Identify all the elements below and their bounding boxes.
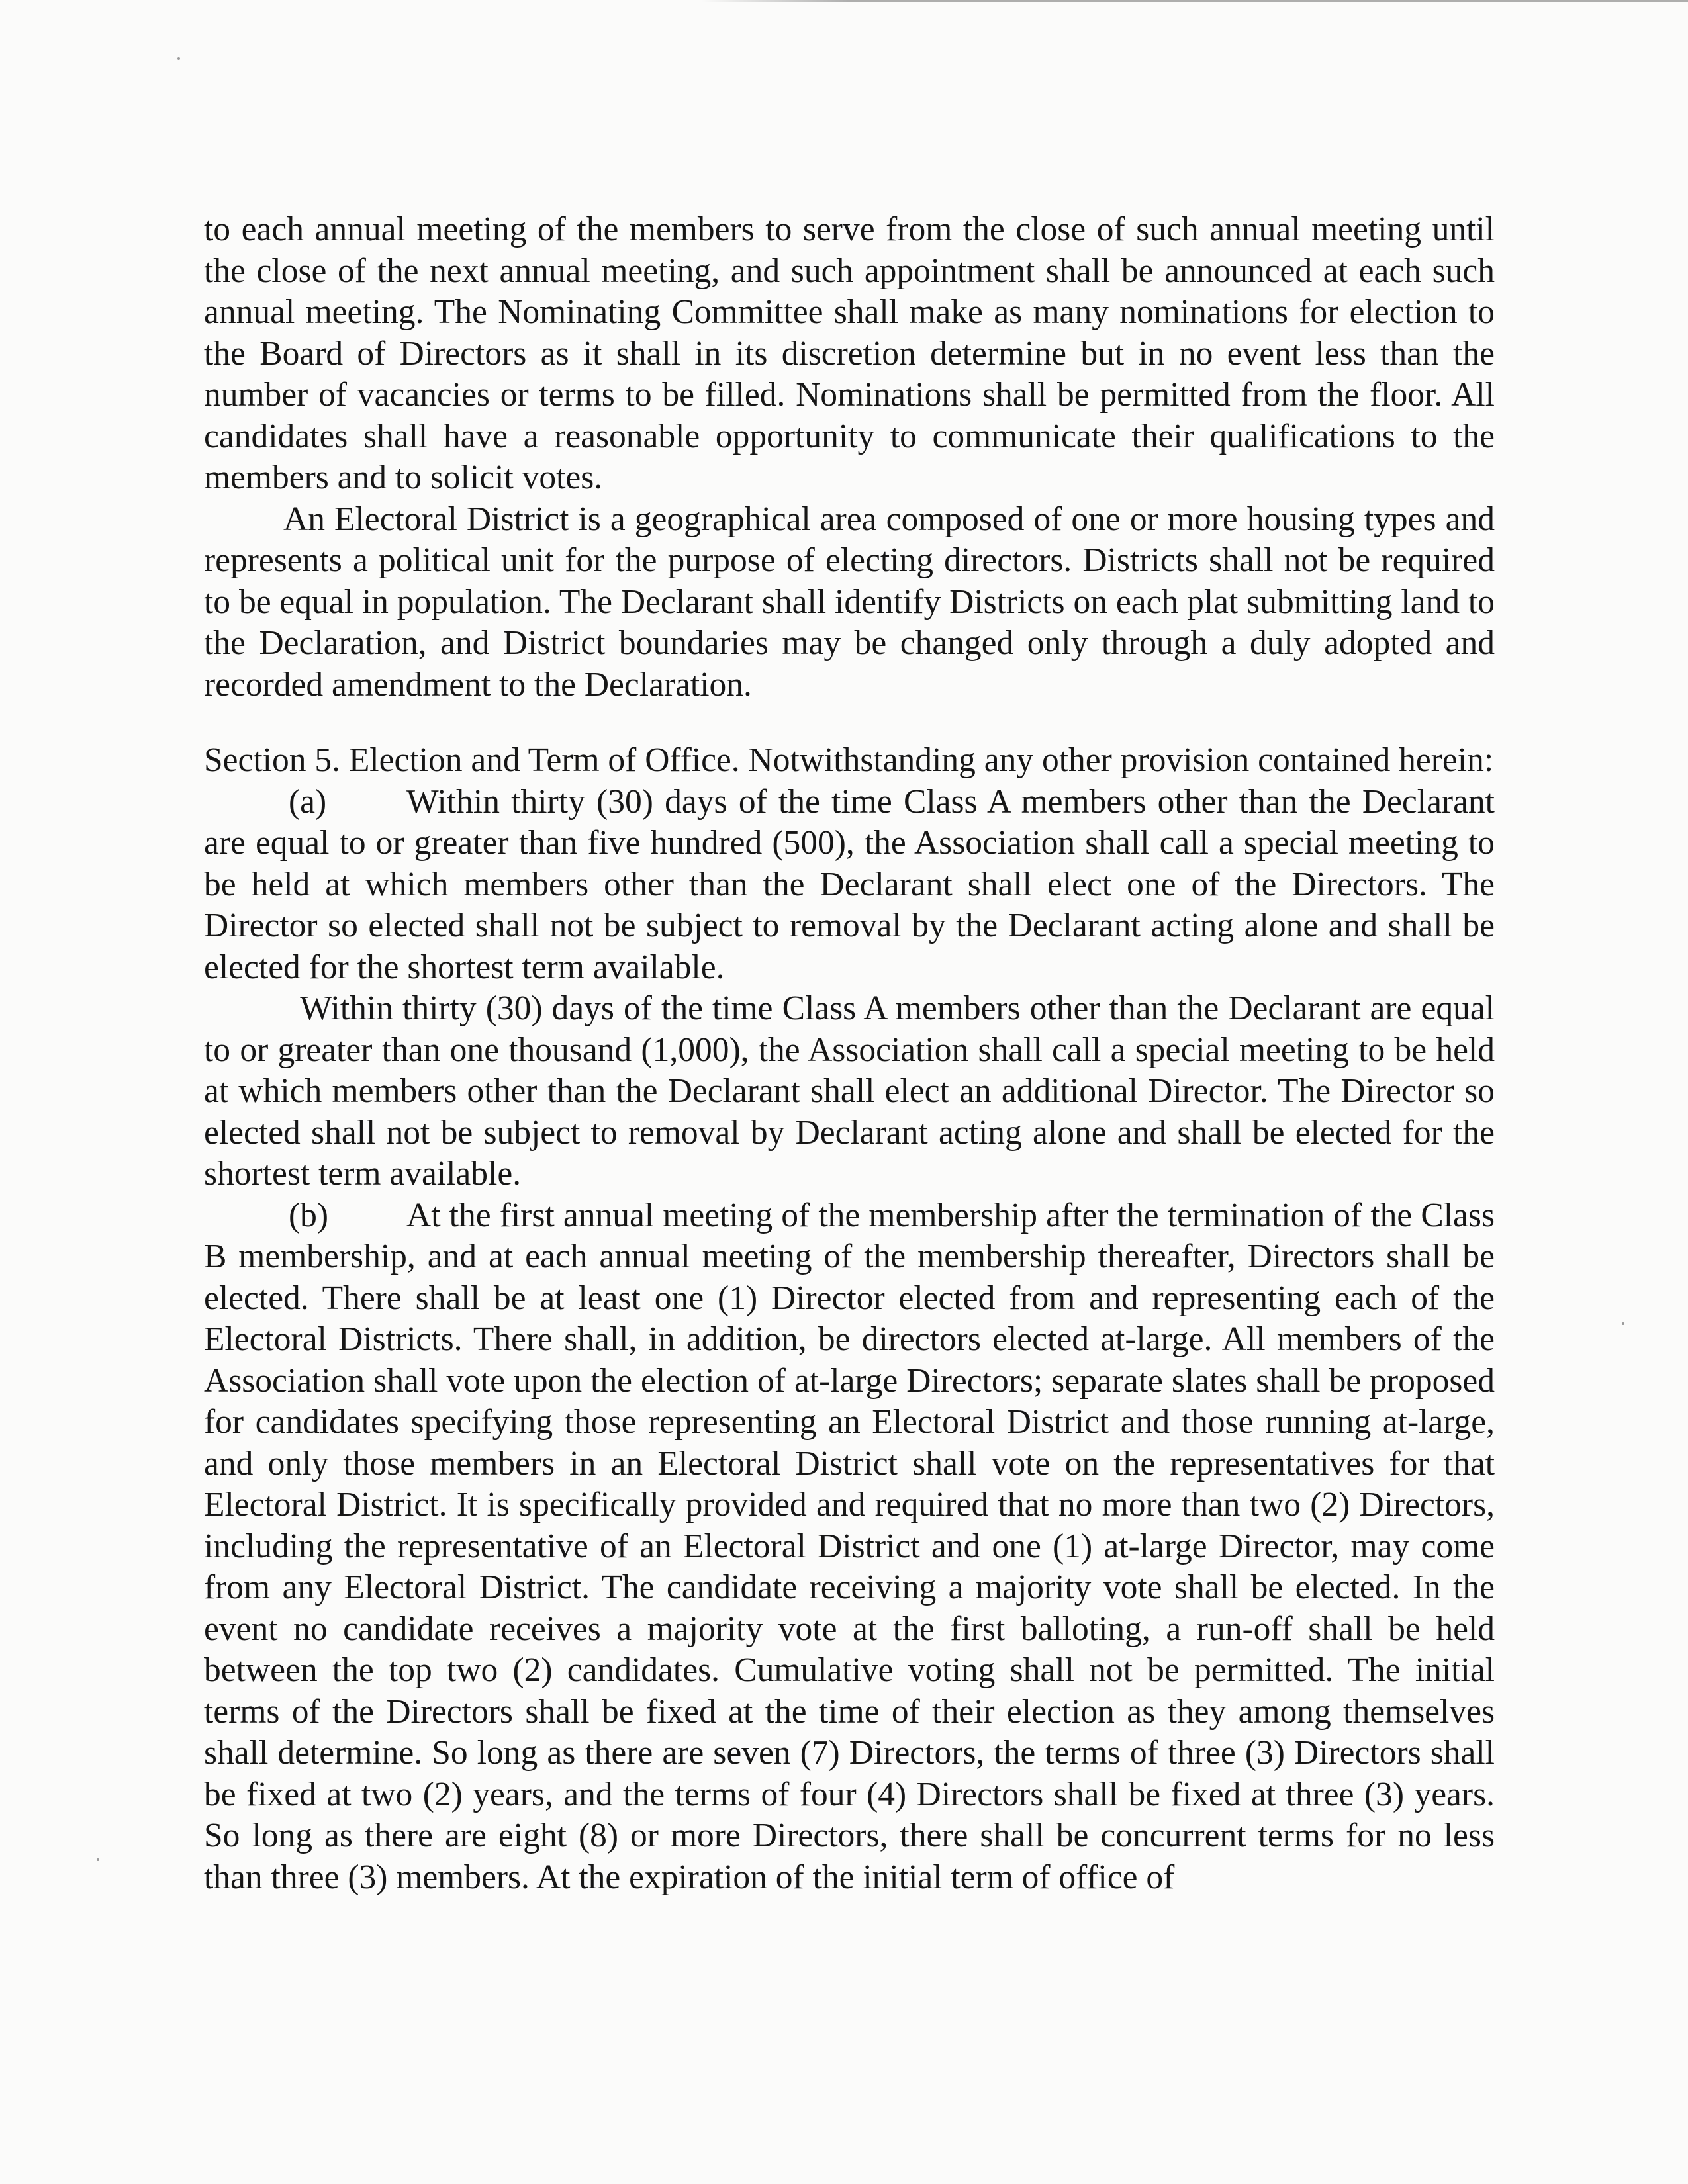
clause-a-text: Within thirty (30) days of the time Class A members other than the Declarant are equal to or greater than five hundred (500), the Association shall call a special meeting to be held at which members other than the Declarant shall elect one of the Directors. The Director so elected shall not be subject to removal by the Declarant acting alone and shall be elected for the shortest term available. (204, 782, 1495, 986)
scan-speck (1622, 1322, 1624, 1325)
scan-speck (177, 57, 180, 60)
clause-a (204, 782, 1495, 989)
electoral-district-paragraph: An Electoral District is a geographical area composed of one or more housing types and represents a political unit for the purpose of electing directors. Districts shall not be required to be equal in population. The Declarant shall identify Districts on each plat submitting land to the Declaration, and District boundaries may be changed only through a duly adopted and recorded amendment to the Declaration. (204, 500, 1495, 704)
clause-a-label: (a) (289, 782, 327, 821)
clause-b-text: At the first annual meeting of the membership after the termination of the Class B membership, and at each annual meeting of the membership thereafter, Directors shall be elected. There shall be at least one (1) Director elected from and representing each of the Electoral Districts. There shall, in addition, be directors elected at-large. All members of the Association shall vote upon the election of at-large Directors; separate slates shall be proposed for candidates specifying those representing an Electoral District and those running at-large, and only those members in an Electoral District shall vote on the representatives for that Electoral District. It is specifically provided and required that no more than two (2) Directors, including the representative of an Electoral District and one (1) at-large Director, may come from any Electoral District. The candidate receiving a majority vote shall be elected. In the event no candidate receives a majority vote at the first balloting, a run-off shall be held between the top two (2) candidates. Cumulative voting shall not be permitted. The initial terms of the Directors shall be fixed at the time of their election as they among themselves shall determine. So long as there are seven (7) Directors, the terms of three (3) Directors shall be fixed at two (2) years, and the terms of four (4) Directors shall be fixed at three (3) years. So long as there are eight (8) or more Directors, there shall be concurrent terms for no less than three (3) members. At the expiration of the initial term of office of (204, 1196, 1495, 1896)
section-5-heading: Section 5. Election and Term of Office. Notwithstanding any other provision contained herein: (204, 741, 1494, 779)
scan-edge-line (702, 0, 1688, 2)
clause-b-label: (b) (289, 1196, 329, 1234)
clause-b (204, 1195, 1495, 1899)
clause-a-continued: Within thirty (30) days of the time Class A members other than the Declarant are equal to or greater than one thousand (1,000), the Association shall call a special meeting to be held at which members other than the Declarant shall elect an additional Director. The Director so elected shall not be subject to removal by Declarant acting alone and shall be elected for the shortest term available. (204, 989, 1495, 1193)
document-page (204, 209, 1495, 1898)
scan-speck (97, 1858, 99, 1861)
nominating-committee-paragraph: to each annual meeting of the members to serve from the close of such annual meeting until the close of the next annual meeting, and such appointment shall be announced at each such annual meeting. The Nominating Committee shall make as many nominations for election to the Board of Directors as it shall in its discretion determine but in no event less than the number of vacancies or terms to be filled. Nominations shall be permitted from the floor. All candidates shall have a reasonable opportunity to communicate their qualifications to the members and to solicit votes. (204, 210, 1495, 496)
